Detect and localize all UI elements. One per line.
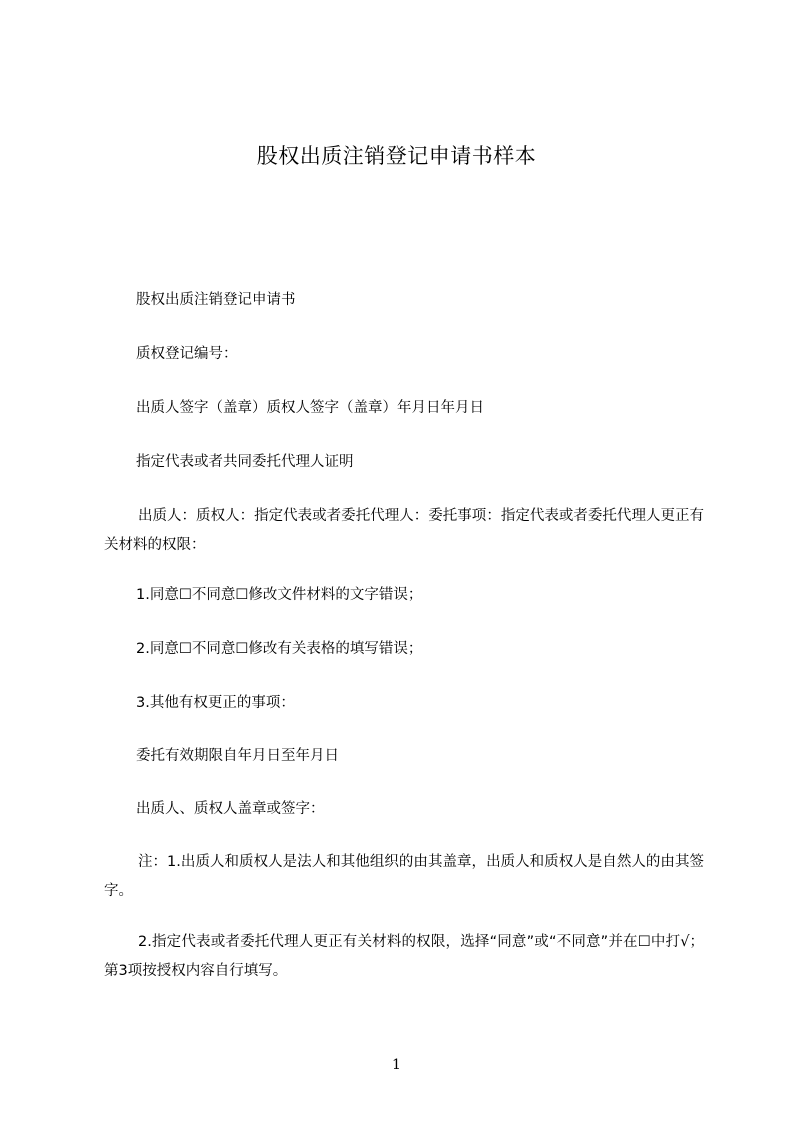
paragraph-registration-number: 质权登记编号： <box>136 346 238 362</box>
paragraph-signatures: 出质人签字（盖章）质权人签字（盖章）年月日年月日 <box>136 400 484 416</box>
paragraph-item-1: 1.同意☐不同意☐修改文件材料的文字错误； <box>136 587 423 603</box>
paragraph-note-2: 2.指定代表或者委托代理人更正有关材料的权限，选择“同意”或“不同意”并在☐中打√；第3项按授权内容自行填写。 <box>104 934 704 979</box>
paragraph-seal-or-signature: 出质人、质权人盖章或签字： <box>136 801 325 817</box>
paragraph-validity-period: 委托有效期限自年月日至年月日 <box>136 748 339 764</box>
paragraph-parties-and-scope: 出质人：质权人：指定代表或者委托代理人：委托事项：指定代表或者委托代理人更正有关材料的权限： <box>104 508 704 553</box>
paragraph-item-3: 3.其他有权更正的事项： <box>136 695 295 711</box>
paragraph-proxy-certificate: 指定代表或者共同委托代理人证明 <box>136 454 354 470</box>
document-title: 股权出质注销登记申请书样本 <box>256 144 537 168</box>
paragraph-form-name: 股权出质注销登记申请书 <box>136 292 296 308</box>
paragraph-item-2: 2.同意☐不同意☐修改有关表格的填写错误； <box>136 641 423 657</box>
paragraph-note-1: 注：1.出质人和质权人是法人和其他组织的由其盖章，出质人和质权人是自然人的由其签字。 <box>104 854 704 899</box>
page-number: 1 <box>392 1057 401 1073</box>
